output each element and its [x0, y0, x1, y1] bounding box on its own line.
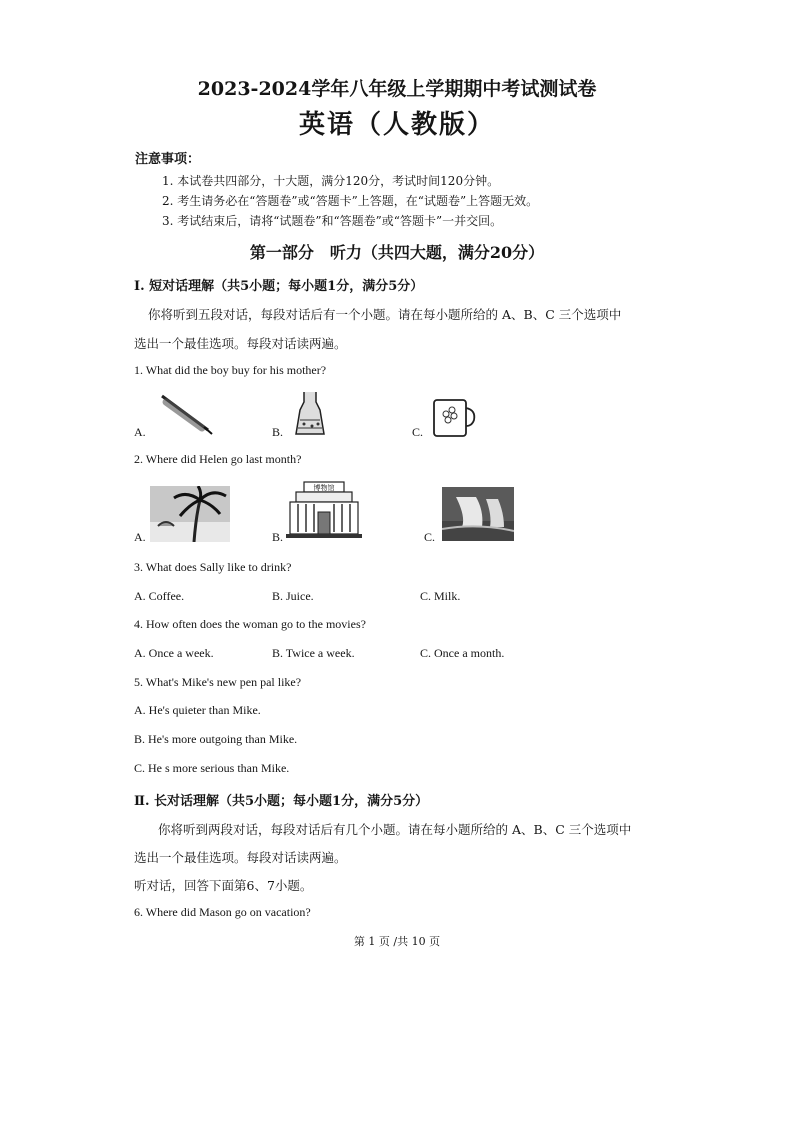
option-label: B.	[272, 425, 284, 439]
option-label: C.	[424, 530, 436, 544]
option-a: A. Coffee.	[134, 589, 185, 603]
museum-icon	[286, 480, 362, 540]
listen-prompt: 听对话，回答下面第6、7小题。	[134, 878, 313, 893]
note-item: 2. 考生请务必在“答题卷”或“答题卡”上答题，在“试题卷”上答题无效。	[162, 194, 539, 208]
exam-title: 2023-2024学年八年级上学期期中考试测试卷	[197, 78, 597, 100]
section-heading: Ⅰ. 短对话理解（共5小题；每小题1分，满分5分）	[134, 279, 424, 294]
option-c: C. He s more serious than Mike.	[134, 761, 290, 775]
option-a: A. He's quieter than Mike.	[134, 703, 261, 717]
notes-heading: 注意事项：	[135, 152, 201, 167]
subject-title: 英语（人教版）	[298, 110, 495, 140]
option-b: B. He's more outgoing than Mike.	[134, 732, 298, 746]
pen-icon	[158, 392, 214, 436]
option-a: A. Once a week.	[134, 646, 214, 660]
option-b: B. Juice.	[272, 589, 314, 603]
option-b: B. Twice a week.	[272, 646, 355, 660]
option-label: A.	[134, 425, 146, 439]
part-title: 第一部分 听力（共四大题，满分20分）	[249, 243, 545, 262]
instruction-line: 你将听到五段对话，每段对话后有一个小题。请在每小题所给的 A、B、C 三个选项中	[148, 307, 622, 322]
instruction-line: 选出一个最佳选项。每段对话读两遍。	[134, 850, 347, 865]
option-label: B.	[272, 530, 284, 544]
option-c: C. Milk.	[420, 589, 461, 603]
question-6: 6. Where did Mason go on vacation?	[134, 905, 311, 919]
question-3: 3. What does Sally like to drink?	[134, 560, 292, 574]
question-2: 2. Where did Helen go last month?	[134, 452, 302, 466]
note-item: 3. 考试结束后，请将“试题卷”和“答题卷”或“答题卡”一并交回。	[162, 214, 503, 228]
option-label: A.	[134, 530, 146, 544]
note-item: 1. 本试卷共四部分，十大题，满分120分，考试时间120分钟。	[162, 174, 500, 188]
section-heading: Ⅱ. 长对话理解（共5小题；每小题1分，满分5分）	[134, 794, 429, 809]
beach-icon	[150, 486, 230, 542]
option-label: C.	[412, 425, 424, 439]
question-5: 5. What's Mike's new pen pal like?	[134, 675, 302, 689]
museum-sign: 博物馆	[313, 484, 335, 492]
question-4: 4. How often does the woman go to the movies?	[134, 617, 366, 631]
mug-icon	[430, 394, 478, 440]
page-number: 第 1 页 /共 10 页	[353, 935, 441, 948]
instruction-line: 选出一个最佳选项。每段对话读两遍。	[134, 336, 347, 351]
instruction-line: 你将听到两段对话，每段对话后有几个小题。请在每小题所给的 A、B、C 三个选项中	[158, 822, 632, 837]
waterfall-icon	[442, 487, 514, 541]
dress-icon	[292, 390, 328, 438]
option-c: C. Once a month.	[420, 646, 505, 660]
question-1: 1. What did the boy buy for his mother?	[134, 363, 327, 377]
